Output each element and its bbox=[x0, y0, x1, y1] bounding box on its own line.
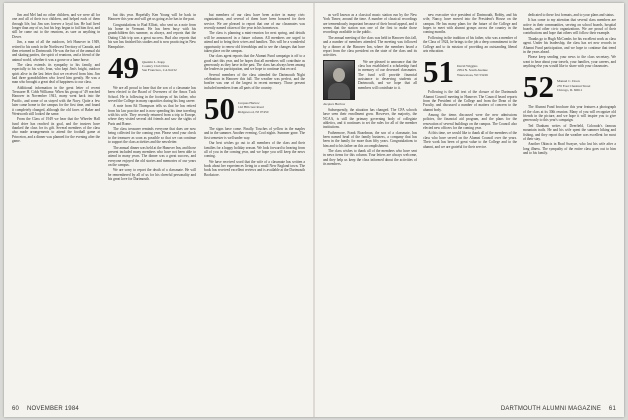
left-page bbox=[4, 3, 313, 417]
page-number: 60 bbox=[12, 406, 20, 412]
right-column-1 bbox=[323, 13, 417, 393]
left-folio bbox=[12, 406, 85, 412]
paragraph: as well known as a classical music station run by the New York Times; around the time. A number of classical recordings are tremendously important because of their broad appeal, and it seems that the station was one of the first to make those recordings available to the public. bbox=[323, 13, 417, 35]
paragraph: It has come to my attention that several class members are active in their communities, serving on school boards, hospital boards, and other civic organizations. We are proud of their contributions and hope that others will follow their example. bbox=[523, 18, 616, 36]
class-secretary-city: Wauwatosa, WI 53226 bbox=[457, 72, 488, 77]
magazine-spread bbox=[4, 3, 624, 417]
paragraph: We are all proud to hear that the son of a classmate has been elected to the Board of Overseers of the Amos Tuck School. He is following in the footsteps of his father, who served the College in many capacities during his long career. bbox=[108, 85, 196, 103]
paragraph: Please keep sending your news to the class secretary. We want to hear about your travels, your families, your careers, and anything else you would like to share with your classmates. bbox=[523, 55, 616, 69]
right-column-3 bbox=[523, 13, 616, 393]
class-secretary-address: 2954 N. South Avenue bbox=[457, 68, 488, 73]
class-secretary-name: Quentin L. Kapp bbox=[142, 59, 165, 64]
class-secretary-name: Manuel C. Doon bbox=[557, 79, 580, 84]
paragraph: but members of our class have been active in many civic organizations, and several of them have been honored for their service. We are pleased to report that one of our classmates was recently named citizen of the year in his hometown. bbox=[204, 13, 305, 31]
paragraph: A note from Ed Thompson tells us that he has retired from his law practice and is now spending his time traveling with his wife. They recently returned from a trip to Europe, where they visited several old friends and saw the sights of Paris and Rome. bbox=[108, 104, 196, 126]
photo-face bbox=[333, 68, 345, 82]
paragraph: Our best wishes go out to all members of the class and their families for a happy holiday season. We look forward to hearing from all of you in the coming year, and we hope you will keep the news coming. bbox=[204, 141, 305, 159]
paragraph: The annual dinner was held at the Hanover Inn, and those present included many members who have not been able to attend in many years. The dinner was a great success, and everyone enjoyed the old stories and memories of our years on the campus. bbox=[108, 145, 196, 167]
left-column-2 bbox=[108, 13, 196, 393]
photo-body bbox=[328, 83, 350, 99]
paragraph: Thanks go to Hugh McCombs for his excellent work as class agent. Under his leadership, the class has set new records in Alumni Fund participation, and we hope to continue that trend in the years ahead. bbox=[523, 36, 616, 54]
class-secretary-city: San Francisco, CA 94132 bbox=[142, 68, 177, 73]
paragraph: Our class agent reports that the Alumni Fund campaign is off to a good start this year, and he hopes that all members will contribute as generously as they have in the past. The class has always been among the leaders in participation, and we hope to continue that record. bbox=[204, 54, 305, 72]
paragraph: The class is planning a mini-reunion for next spring, and details will be announced in a future column. All members are urged to attend and to bring their wives and families. This will be a wonderful opportunity to renew old friendships and to see the changes that have taken place on the campus. bbox=[204, 31, 305, 53]
paragraph: We are pleased to announce that the class has established a scholarship fund in memory of our deceased classmates. The fund will provide financial assistance to deserving students at Dartmouth, and we hope that all members will contribute to it. bbox=[358, 59, 417, 90]
classmate-photo bbox=[323, 60, 355, 100]
class-number: 50 bbox=[204, 91, 235, 127]
paragraph: Jim and Mel had no other children, and we were all for one and all of their two children, and helped each of them through life, but Jim was forever a loyal fan. He had lived longer than any of us, but his legs began to fail him first, and still he came out to the reunions, as sure as anything in Dover. bbox=[12, 13, 100, 39]
paragraph: new executive vice president of Dartmouth, Bobby, and his wife, Nancy, have moved into the President's House on the campus. He has many plans for the future of the College and hopes to meet with alumni groups across the country in the coming months. bbox=[423, 13, 517, 35]
right-column-2 bbox=[423, 13, 517, 393]
class-secretary-name: Jacques Harlow bbox=[238, 101, 260, 106]
left-column-1 bbox=[12, 13, 100, 393]
class-secretary-city: Chicago, IL 60611 bbox=[557, 88, 583, 92]
right-page bbox=[315, 3, 624, 417]
paragraph: Several members of the class attended the Dartmouth Night celebration in Hanover this fall. The weather was perfect, and the bonfire was one of the largest in recent memory. Those present included members from all parts of the country. bbox=[204, 72, 305, 90]
paragraph: The class extends its sympathy to his family, and especially to his wife, Jean, who kept Jim's bright, outdoor spirit alive in the last letter that we received from him. Jim had three grandchildren who loved him greatly. He was a man who brought a great deal of happiness to our class. bbox=[12, 62, 100, 85]
class-secretary-name: David Wiggins bbox=[457, 64, 478, 69]
paragraph: Following is the fall text of the closure of the Dartmouth Alumni Council meeting in Hanover. The Council heard reports from the President of the College and from the Dean of the Faculty, and discussed a number of matters of concern to the alumni body. bbox=[423, 90, 517, 112]
paragraph: We have received word that the wife of a classmate has written a book about her experiences living in a small New England town. The book has received excellent reviews and is available at the Dartmouth Bookstore. bbox=[204, 159, 305, 177]
paragraph: Another Okincis in Brad Swayze, who lost his wife after a long illness. The sympathy of the entire class goes out to him and to his family. bbox=[523, 142, 616, 156]
paragraph: We are sorry to report the death of a classmate. He will be remembered by all of us for his cheerful personality and his great love for Dartmouth. bbox=[108, 168, 196, 182]
class-secretary-address: Country Club Drive bbox=[142, 64, 170, 69]
class-number: 52 bbox=[523, 69, 554, 105]
class-secretary-city: Ridgewood, NJ 07450 bbox=[238, 109, 269, 114]
class-heading-49 bbox=[108, 49, 196, 85]
running-head: DARTMOUTH ALUMNI MAGAZINE bbox=[500, 406, 602, 412]
class-heading-52 bbox=[523, 69, 616, 105]
class-number: 49 bbox=[108, 49, 139, 85]
paragraph: The annual meeting of the class was held in Hanover this fall, and a number of members attended. The meeting was followed by a dinner at the Hanover Inn, where the members heard a report from the class president on the state of the class and its activities. bbox=[323, 35, 417, 58]
paragraph: The signs have come. Finally. Touches of yellow in the maples and in the summer. Another evening, Cool nights. Summer gone. The first semester is well under way. bbox=[204, 127, 305, 140]
paragraph: The class wishes to thank all of the members who have sent in news items for this column. Your letters are always welcome, and they help us keep the class informed about the activities of its members. bbox=[323, 149, 417, 167]
paragraph: The Alumni Fund brochure this year features a photograph of the class at its 30th reunion. Many of you will recognize old friends in the picture, and we hope it will inspire you to give generously to this year's campaign. bbox=[523, 105, 616, 123]
class-secretary-address: 142 Hillcrest Road bbox=[238, 105, 264, 110]
class-secretary-address: 235 East Chestnut Street bbox=[557, 83, 591, 88]
paragraph: Following in the tradition of his father, who was a member of the Class of 1924, he brings to the job a deep commitment to the College and to its mission of providing an outstanding liberal arts education. bbox=[423, 35, 517, 53]
class-heading-50 bbox=[204, 91, 305, 127]
paragraph: From the Class of 1949 we hear that the Wheeler Hall fund drive has reached its goal, and the trustees have thanked the class for its gift. Several members of the class also made arrangements to attend the football game at Princeton, and a dinner was planned for the evening after the game. bbox=[12, 117, 100, 143]
class-number: 51 bbox=[423, 54, 454, 90]
paragraph: Jim, a man of all the outdoors, left Hanover in 1949, retired to his ranch in the Northwest Territory of Canada, and then returned to Dartmouth. He was the fun of the annual ski and skating parties, the spirit of reunions, and a friend of the animal world, whether it was a goose or a lame horse. bbox=[12, 40, 100, 62]
paragraph: but this year. Hopefully Ken Young will be back in Hanover this year and will get us going as he has in the past. bbox=[108, 13, 196, 22]
photo-caption: Jacques Harlow bbox=[323, 101, 346, 106]
paragraph: Congratulations to Bud Elliott, who sent us a note from his home in Vermont. He has been busy with his grandchildren this summer, as always, and reports that the Outing Club trip was a great success. Bud also reports that his son has finished his studies and is now practicing in New Hampshire. bbox=[108, 22, 196, 49]
paragraph: dedicated to these lost formats, and to your plans and status. bbox=[528, 13, 615, 17]
paragraph: Ted Dunham writes of Deerfield, Colorado's famous mountain trails. He and his wife spent the summer hiking and fishing, and they report that the weather was excellent for most of their stay. bbox=[523, 123, 616, 141]
class-heading-51 bbox=[423, 54, 517, 90]
page-number: 61 bbox=[608, 406, 616, 412]
paragraph: The class treasurer reminds everyone that dues are now being collected for the coming year. Please send your check to the treasurer as soon as possible so that we can continue to support the class activities and the newsletter. bbox=[108, 127, 196, 145]
photo-block bbox=[323, 60, 417, 106]
paragraph: Subsequently, the situation has changed. The CFA schools have seen their enrollment grow. However, the majority, the NCAA, is still the primary governing body of collegiate athletics, and it continues to set the rules for all of the member institutions. bbox=[323, 107, 417, 130]
right-folio bbox=[495, 406, 616, 412]
paragraph: Futhermore, Frank Boardman, the son of a classmate, has been named head of the family business, a company that has been in the family for more than fifty years. Congratulations to him and to his father on this accomplishment. bbox=[323, 130, 417, 148]
left-column-3 bbox=[204, 13, 305, 393]
running-head: NOVEMBER 1984 bbox=[26, 406, 79, 412]
paragraph: Among the items discussed were the new admissions policies, the financial aid program, and the plans for the renovation of several buildings on the campus. The Council also elected new officers for the coming year. bbox=[423, 113, 517, 131]
paragraph: Additional information in the great letter of recent Treasurer H. Cobb Williams: When his group of '49 reached Hanover in November 1941, many went back into the Pacific, and some of us stayed with the Navy. Quite a few later came home to the campus for the first time, and found it completely changed, although the old faces of Baker and Wentworth still looked the same. bbox=[12, 85, 100, 116]
paragraph: At this time, we would like to thank all of the members of the class who have served on the Alumni Council over the years. Their work has been of great value to the College and to the alumni, and we are grateful for their service. bbox=[423, 131, 517, 149]
